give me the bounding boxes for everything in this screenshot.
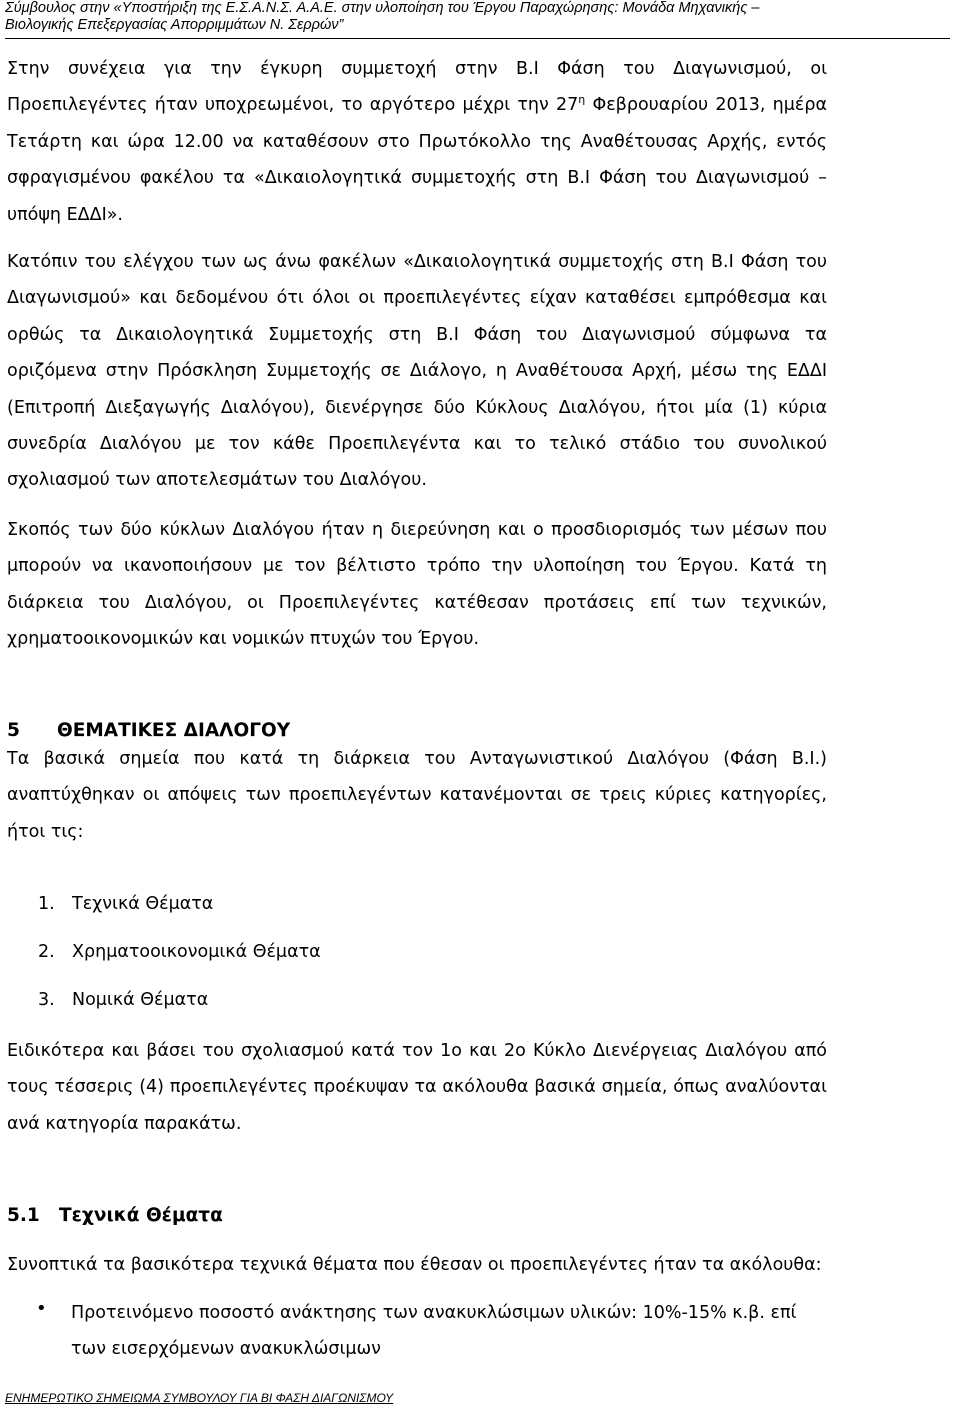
paragraph-submission-deadline (7, 51, 827, 233)
list-text: Χρηματοοικονομικά Θέματα (72, 942, 321, 962)
paragraph-dialogue-cycles: Κατόπιν του ελέγχου των ως άνω φακέλων «Δικαιολογητικά συμμετοχής στη Β.Ι Φάση του Διαγωνισμού» και δεδομένου ότι όλοι οι προεπιλεγέντες είχαν καταθέσει εμπρόθεσμα και ορθώς τα Δικαιολογητικά Συμμετοχής στη Β.Ι Φάση του Διαγωνισμού σύμφωνα τα οριζόμενα στην Πρόσκληση Συμμετοχής σε Διάλογο, η Αναθέτουσα Αρχή, μέσω της ΕΔΔΙ (Επιτροπή Διεξαγωγής Διαλόγου), διενέργησε δύο Κύκλους Διαλόγου, ήτοι μία (1) κύρια συνεδρία Διαλόγου με τον κάθε Προεπιλεγέντα και το τελικό στάδιο του συνολικού σχολιασμού των αποτελεσμάτων του Διαλόγου. (7, 252, 827, 491)
paragraph-dialogue-purpose: Σκοπός των δύο κύκλων Διαλόγου ήταν η διερεύνηση και ο προσδιορισμός των μέσων που μπορούν να ικανοποιήσουν με τον βέλτιστο τρόπο την υλοποίηση του Έργου. Κατά τη διάρκεια του Διαλόγου, οι Προεπιλεγέντες κατέθεσαν προτάσεις επί των τεχνικών, χρηματοοικονομικών και νομικών πτυχών του Έργου. (7, 520, 827, 650)
ordinal-superscript: η (578, 93, 586, 107)
section-number: 5.1 (7, 1205, 40, 1226)
list-text: Νομικά Θέματα (72, 990, 209, 1010)
list-number: 2. (38, 942, 55, 962)
list-item (38, 892, 213, 916)
bullet-item-recovery-rate: Προτεινόμενο ποσοστό ανάκτησης των ανακυκλώσιμων υλικών: 10%-15% κ.β. επί των εισερχόμενων ανακυκλώσιμων (71, 1303, 797, 1360)
paragraph-key-points: Ειδικότερα και βάσει του σχολιασμού κατά τον 1ο και 2ο Κύκλο Διενέργειας Διαλόγου από τους τέσσερις (4) προεπιλεγέντες προέκυψαν τα ακόλουθα βασικά σημεία, όπως αναλύονται ανά κατηγορία παρακάτω. (7, 1041, 827, 1134)
section-heading-5-1 (7, 1205, 223, 1226)
paragraph-text: Φεβρουαρίου 2013, ημέρα Τετάρτη και ώρα 12.00 να καταθέσουν στο Πρωτόκολλο της Αναθέτουσας Αρχής, εντός σφραγισμένου φακέλου τα «Δικαιολογητικά συμμετοχής στη Β.Ι Φάση του Διαγωνισμού – υπόψη ΕΔΔΙ». (7, 95, 827, 225)
running-header-line-2: Βιολογικής Επεξεργασίας Απορριμμάτων Ν. Σερρών” (5, 17, 344, 33)
list-number: 1. (38, 894, 55, 914)
list-number: 3. (38, 990, 55, 1010)
list-text: Τεχνικά Θέματα (72, 894, 214, 914)
running-header-line-1: Σύμβουλος στην «Υποστήριξη της Ε.Σ.Α.Ν.Σ. Α.Α.Ε. στην υλοποίηση του Έργου Παραχώρησης: Μονάδα Μηχανικής – (5, 0, 760, 16)
list-item (38, 940, 321, 964)
paragraph-text: Στην συνέχεια για την έγκυρη συμμετοχή στην Β.Ι Φάση του Διαγωνισμού, οι Προεπιλεγέντες ήταν υποχρεωμένοι, το αργότερο μέχρι την 27 (7, 59, 827, 116)
bullet-icon: • (36, 1298, 47, 1319)
section-number: 5 (7, 720, 20, 741)
running-footer: ΕΝΗΜΕΡΩΤΙΚΟ ΣΗΜΕΙΩΜΑ ΣΥΜΒΟΥΛΟΥ ΓΙΑ ΒΙ ΦΑΣΗ ΔΙΑΓΩΝΙΣΜΟΥ (5, 1391, 394, 1405)
section-title: Τεχνικά Θέματα (59, 1205, 223, 1226)
paragraph-categories-intro: Τα βασικά σημεία που κατά τη διάρκεια του Ανταγωνιστικού Διαλόγου (Φάση Β.Ι.) αναπτύχθηκαν οι απόψεις των προεπιλεγέντων κατανέμονται σε τρεις κύριες κατηγορίες, ήτοι τις: (7, 749, 827, 842)
section-heading-5 (7, 720, 290, 741)
list-item (38, 988, 208, 1012)
paragraph-technical-summary: Συνοπτικά τα βασικότερα τεχνικά θέματα που έθεσαν οι προεπιλεγέντες ήταν τα ακόλουθα: (7, 1255, 822, 1275)
header-rule (5, 38, 950, 39)
section-title: ΘΕΜΑΤΙΚΕΣ ΔΙΑΛΟΓΟΥ (57, 720, 291, 741)
